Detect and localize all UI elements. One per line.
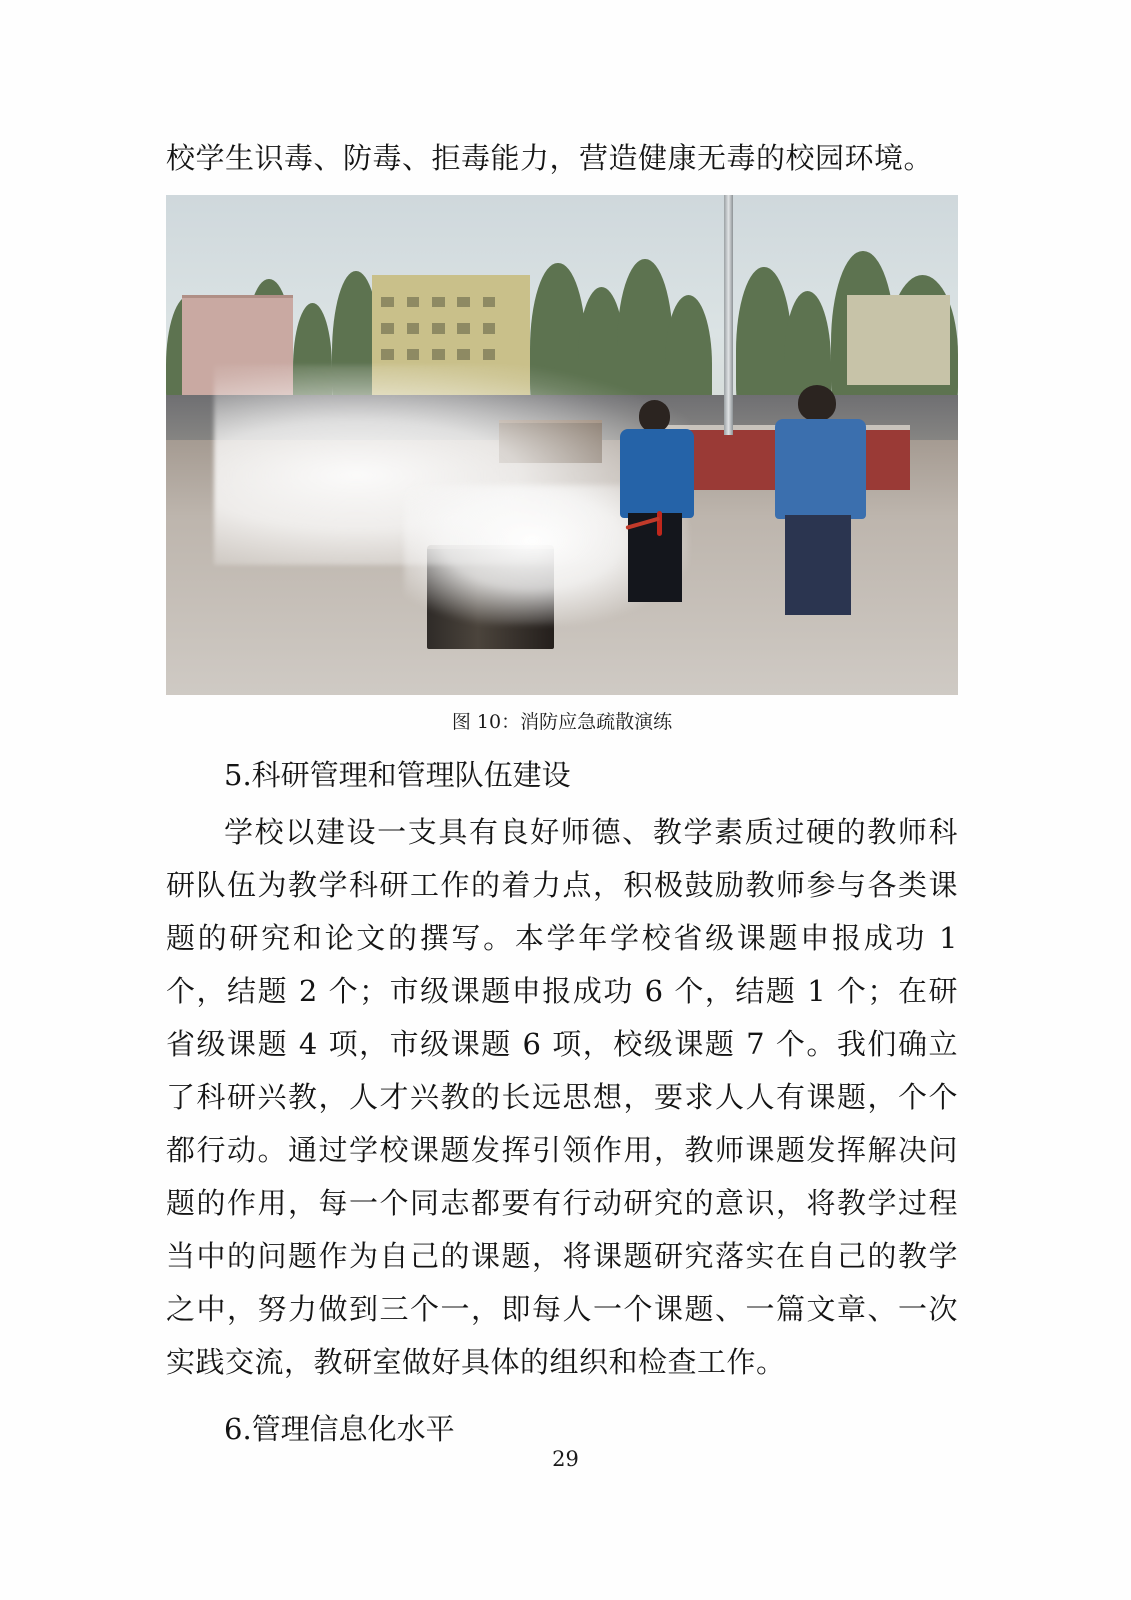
figure-caption: 图 10：消防应急疏散演练	[451, 711, 673, 733]
page-content	[166, 132, 958, 1456]
page-number: 29	[552, 1447, 579, 1471]
paragraph-section-5-body: 学校以建设一支具有良好师德、教学素质过硬的教师科研队伍为教学科研工作的着力点，积极鼓励教师参与各类课题的研究和论文的撰写。本学年学校省级课题申报成功 1 个，结题 2 个；市级课题申报成功 6 个，结题 1 个；在研省级课题 4 项，市级课题 6 项，校级课题 7 个。我们确立了科研兴教，人才兴教的长远思想，要求人人有课题，个个都行动。通过学校课题发挥引领作用，教师课题发挥解决问题的作用，每一个同志都要有行动研究的意识，将教学过程当中的问题作为自己的课题，将课题研究落实在自己的教学之中，努力做到三个一，即每人一个课题、一篇文章、一次实践交流，教研室做好具体的组织和检查工作。	[166, 815, 958, 1379]
figure-block	[166, 195, 958, 735]
photo-flag-pole	[724, 195, 733, 435]
paragraph-top-continuation: 校学生识毒、防毒、拒毒能力，营造健康无毒的校园环境。	[166, 141, 934, 175]
photo-person-with-extinguisher	[602, 400, 705, 610]
photo-building-right	[847, 295, 950, 385]
photo-person-instructor	[752, 385, 879, 625]
figure-image-fire-drill	[166, 195, 958, 695]
heading-section-6: 6.管理信息化水平	[224, 1412, 455, 1446]
heading-section-5: 5.科研管理和管理队伍建设	[224, 758, 571, 792]
